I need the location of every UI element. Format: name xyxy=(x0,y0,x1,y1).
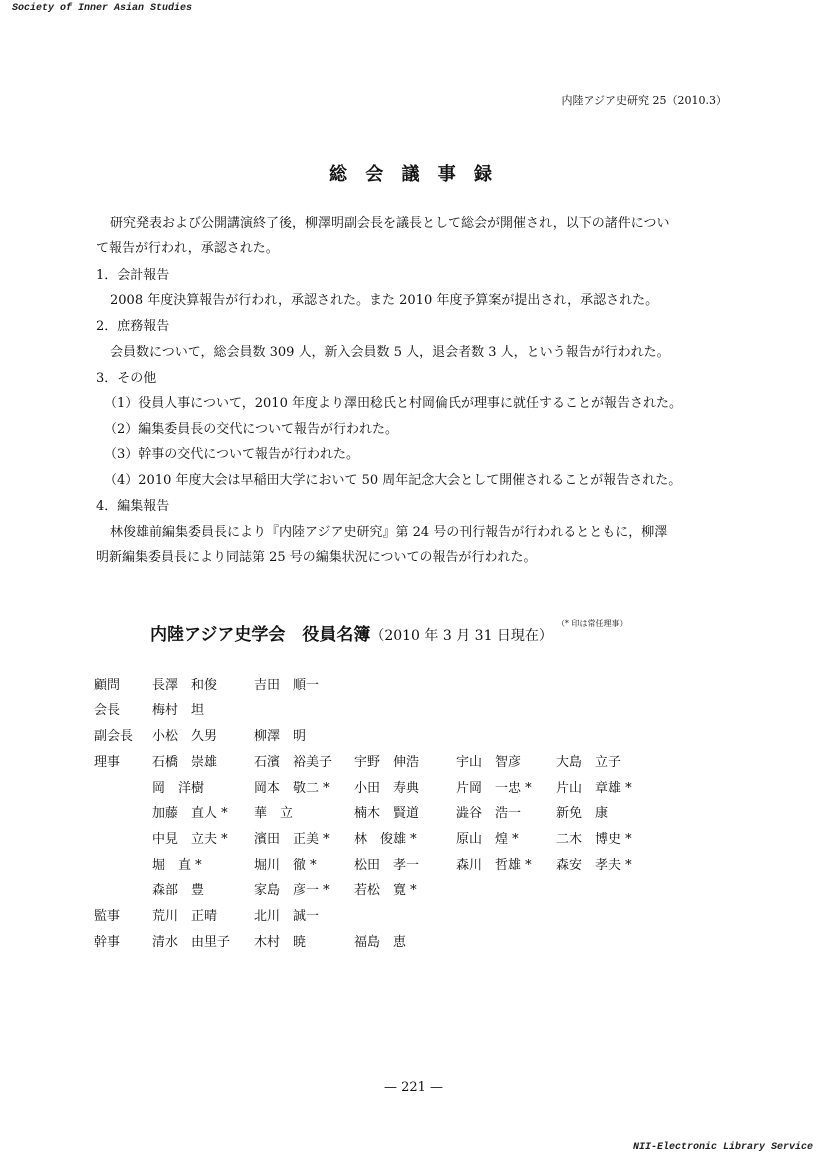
roster-member-name: 森部 豊 xyxy=(152,883,205,898)
roster-member-name: 片山 章雄 * xyxy=(556,781,632,796)
roster-member-name: 新免 康 xyxy=(556,806,609,821)
page-number: — 221 — xyxy=(383,1080,444,1095)
roster-member-name: 福島 恵 xyxy=(354,935,407,950)
roster-member-name: 吉田 順一 xyxy=(254,678,320,693)
section-heading-editorial: 4．編集報告 xyxy=(96,499,170,514)
roster-member-name: 華 立 xyxy=(254,806,294,821)
roster-member-name: 石濱 裕美子 xyxy=(254,755,333,770)
roster-member-name: 柳澤 明 xyxy=(254,729,307,744)
roster-member-name: 二木 博史 * xyxy=(556,832,632,847)
other-item-1: （1）役員人事について，2010 年度より澤田稔氏と村岡倫氏が理事に就任することが報告された。 xyxy=(104,396,682,411)
roster-member-name: 森川 哲雄 * xyxy=(456,858,532,873)
section-heading-other: 3．その他 xyxy=(96,371,157,386)
section-heading-general: 2．庶務報告 xyxy=(96,319,170,334)
page-title: 総 会 議 事 録 xyxy=(328,164,499,185)
section-text-accounts: 2008 年度決算報告が行われ，承認された。また 2010 年度予算案が提出され，承認された。 xyxy=(110,293,659,308)
roster-role: 会長 xyxy=(94,703,121,718)
journal-reference: 内陸アジア史研究 25（2010.3） xyxy=(561,94,727,107)
roster-role: 監事 xyxy=(94,909,121,924)
other-item-3: （3）幹事の交代について報告が行われた。 xyxy=(104,447,360,462)
roster-member-name: 家島 彦一 * xyxy=(254,883,330,898)
roster-member-name: 宇野 伸浩 xyxy=(354,755,420,770)
roster-role: 副会長 xyxy=(94,729,134,744)
roster-date: （2010 年 3 月 31 日現在） xyxy=(370,628,553,644)
minutes-intro: 研究発表および公開講演終了後，柳澤明副会長を議長として総会が開催され，以下の諸件につい xyxy=(110,216,670,231)
roster-member-name: 松田 孝一 xyxy=(354,858,420,873)
roster-member-name: 澁谷 浩一 xyxy=(456,806,522,821)
roster-member-name: 小松 久男 xyxy=(152,729,218,744)
roster-member-name: 楠木 賢道 xyxy=(354,806,420,821)
roster-member-name: 若松 寛 * xyxy=(354,883,417,898)
roster-member-name: 石橋 崇雄 xyxy=(152,755,218,770)
roster-member-name: 梅村 坦 xyxy=(152,703,205,718)
roster-heading xyxy=(150,620,627,645)
roster-member-name: 森安 孝夫 * xyxy=(556,858,632,873)
roster-member-name: 堀川 徹 * xyxy=(254,858,317,873)
roster-member-name: 堀 直 * xyxy=(152,858,202,873)
roster-member-name: 原山 煌 * xyxy=(456,832,519,847)
roster-member-name: 宇山 智彦 xyxy=(456,755,522,770)
roster-member-name: 片岡 一忠 * xyxy=(456,781,532,796)
section-text-editorial: 林俊雄前編集委員長により『内陸アジア史研究』第 24 号の刊行報告が行われるとともに，柳澤 xyxy=(110,525,668,540)
roster-member-name: 木村 暁 xyxy=(254,935,307,950)
roster-title: 内陸アジア史学会 役員名簿 xyxy=(150,625,371,645)
minutes-intro-cont: て報告が行われ，承認された。 xyxy=(96,241,279,256)
roster-member-name: 濱田 正美 * xyxy=(254,832,330,847)
roster-note: （* 印は常任理事） xyxy=(560,619,628,628)
roster-member-name: 清水 由里子 xyxy=(152,935,231,950)
roster-member-name: 林 俊雄 * xyxy=(354,832,417,847)
roster-member-name: 岡本 敬二 * xyxy=(254,781,330,796)
other-item-2: （2）編集委員長の交代について報告が行われた。 xyxy=(104,422,399,437)
roster-member-name: 岡 洋樹 xyxy=(152,781,205,796)
roster-member-name: 小田 寿典 xyxy=(354,781,420,796)
roster-role: 理事 xyxy=(94,755,121,770)
roster-member-name: 中見 立夫 * xyxy=(152,832,228,847)
roster-role: 幹事 xyxy=(94,935,121,950)
section-text-general: 会員数について，総会員数 309 人，新入会員数 5 人，退会者数 3 人，という報告が行われた。 xyxy=(110,345,670,360)
other-item-4: （4）2010 年度大会は早稲田大学において 50 周年記念大会として開催されることが報告された。 xyxy=(104,473,682,488)
society-header: Society of Inner Asian Studies xyxy=(12,3,193,14)
footer-service: NII-Electronic Library Service xyxy=(632,1142,813,1153)
roster-member-name: 加藤 直人 * xyxy=(152,806,228,821)
roster-member-name: 北川 誠一 xyxy=(254,909,320,924)
roster-member-name: 荒川 正晴 xyxy=(152,909,218,924)
roster-role: 顧問 xyxy=(94,678,121,693)
section-heading-accounts: 1．会計報告 xyxy=(96,268,170,283)
roster-member-name: 長澤 和俊 xyxy=(152,678,218,693)
section-text-editorial-cont: 明新編集委員長により同誌第 25 号の編集状況についての報告が行われた。 xyxy=(96,550,537,565)
roster-member-name: 大島 立子 xyxy=(556,755,622,770)
